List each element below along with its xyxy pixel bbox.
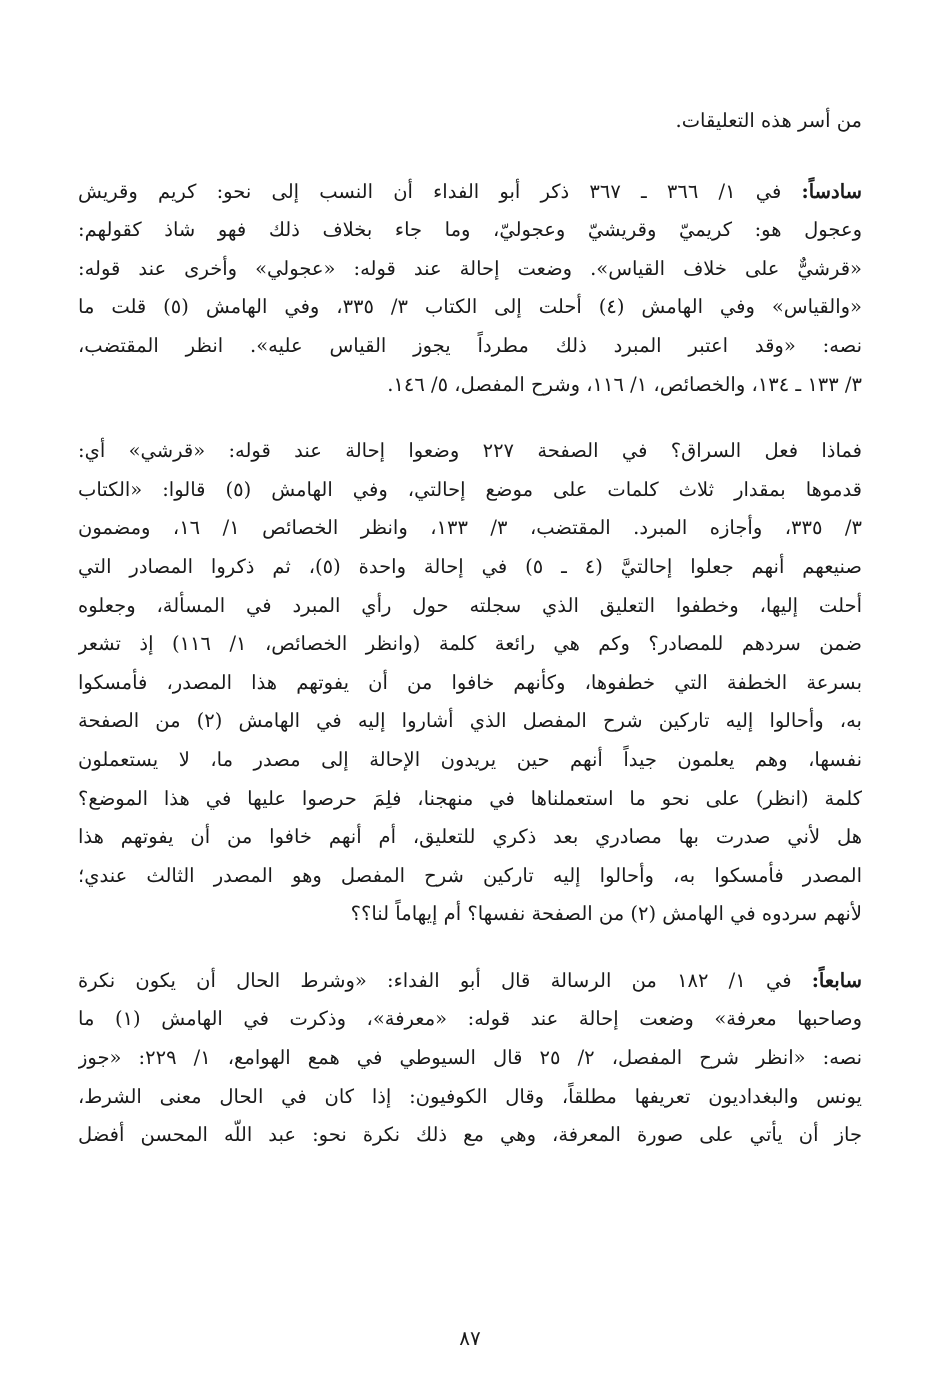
section-lead: سابعاً: [811, 968, 862, 992]
paragraph-seventh [78, 962, 862, 1155]
text-line: نصه: «انظر شرح المفصل، ٢/ ٢٥ قال السيوطي في همع الهوامع، ١/ ٢٢٩: «جوز [78, 1046, 862, 1070]
text-line: جاز أن يأتي على صورة المعرفة، وهي مع ذلك نكرة نحو: عبد اللّه المحسن أفضل [78, 1123, 862, 1147]
page-number: ٨٧ [459, 1326, 481, 1350]
text-line: به، وأحالوا إليه تاركين شرح المفصل الذي أشاروا إليه في الهامش (٢) من الصفحة [78, 709, 862, 733]
paragraph-intro [78, 102, 862, 141]
text-line: سابعاً: في ١/ ١٨٢ من الرسالة قال أبو الفداء: «وشرط الحال أن يكون نكرة [78, 968, 862, 992]
text-line: كلمة (انظر) على نحو ما استعملناها في منهجنا، فلِمَ حرصوا عليها في هذا الموضع؟ [78, 786, 862, 810]
paragraph-sixth [78, 173, 862, 405]
text-line: من أسر هذه التعليقات. [675, 109, 862, 132]
text-line: أحلت إليها، وخطفوا التعليق الذي سجلته حول رأي المبرد في المسألة، وجعلوه [78, 593, 862, 617]
text-line: سادساً: في ١/ ٣٦٦ ـ ٣٦٧ ذكر أبو الفداء أن النسب إلى نحو: كريم وقريش [78, 179, 862, 203]
text-line: «قرشيٌّ على خلاف القياس». وضعت إحالة عند قوله: «عجولي» وأخرى عند قوله: [78, 256, 862, 280]
text-line: ٣/ ٣٣٥، وأجازه المبرد. المقتضب، ٣/ ١٣٣، وانظر الخصائص ١/ ١٦، ومضمون [78, 516, 862, 540]
text-line: لأنهم سردوه في الهامش (٢) من الصفحة نفسها؟ أم إيهاماً لنا؟؟ [350, 902, 862, 926]
text-line: صنيعهم أنهم جعلوا إحالتيَّ (٤ ـ ٥) في إحالة واحدة (٥)، ثم ذكروا المصادر التي [78, 554, 862, 578]
text-line: فماذا فعل السراق؟ في الصفحة ٢٢٧ وضعوا إحالة عند قوله: «قرشي» أي: [78, 439, 862, 463]
text-line: ٣/ ١٣٣ ـ ١٣٤، والخصائص، ١/ ١١٦، وشرح المفصل، ٥/ ١٤٦. [387, 372, 862, 396]
text-line: نصه: «وقد اعتبر المبرد ذلك مطرداً يجوز القياس عليه». انظر المقتضب، [78, 333, 862, 357]
text-line: وصاحبها معرفة» وضعت إحالة عند قوله: «معرفة»، وذكرت في الهامش (١) ما [78, 1007, 862, 1031]
text-line: قدموها بمقدار ثلاث كلمات على موضع إحالتي، وفي الهامش (٥) قالوا: «الكتاب [78, 477, 862, 501]
text-line: بسرعة الخطفة التي خطفوها، وكأنهم خافوا من أن يفوتهم هذا المصدر، فأمسكوا [78, 670, 862, 694]
text-line: المصدر فأمسكوا به، وأحالوا إليه تاركين شرح المفصل وهو المصدر الثالث عندي؛ [78, 863, 862, 887]
page-body [78, 102, 862, 1183]
text-line: يونس والبغداديون تعريفها مطلقاً، وقال الكوفيون: إذا كان في الحال معنى الشرط، [78, 1084, 862, 1108]
text-line: ضمن سردهم للمصادر؟ وكم هي رائعة كلمة (وانظر الخصائص، ١/ ١١٦) إذ تشعر [78, 632, 862, 656]
text-line: «والقياس» وفي الهامش (٤) أحلت إلى الكتاب ٣/ ٣٣٥، وفي الهامش (٥) قلت ما [78, 295, 862, 319]
paragraph-thieves [78, 432, 862, 934]
text-line: نفسها، وهم يعلمون جيداً أنهم حين يريدون الإحالة إلى مصدر ما، لا يستعملون [78, 747, 862, 771]
text-line: وعجول هو: كريميّ وقريشيّ وعجوليّ، وما جاء بخلاف ذلك فهو شاذ كقولهم: [78, 218, 862, 242]
section-lead: سادساً: [801, 179, 862, 203]
text-line: هل لأني صدرت بها مصادري بعد ذكري للتعليق، أم أنهم خافوا من أن يفوتهم هذا [78, 825, 862, 849]
